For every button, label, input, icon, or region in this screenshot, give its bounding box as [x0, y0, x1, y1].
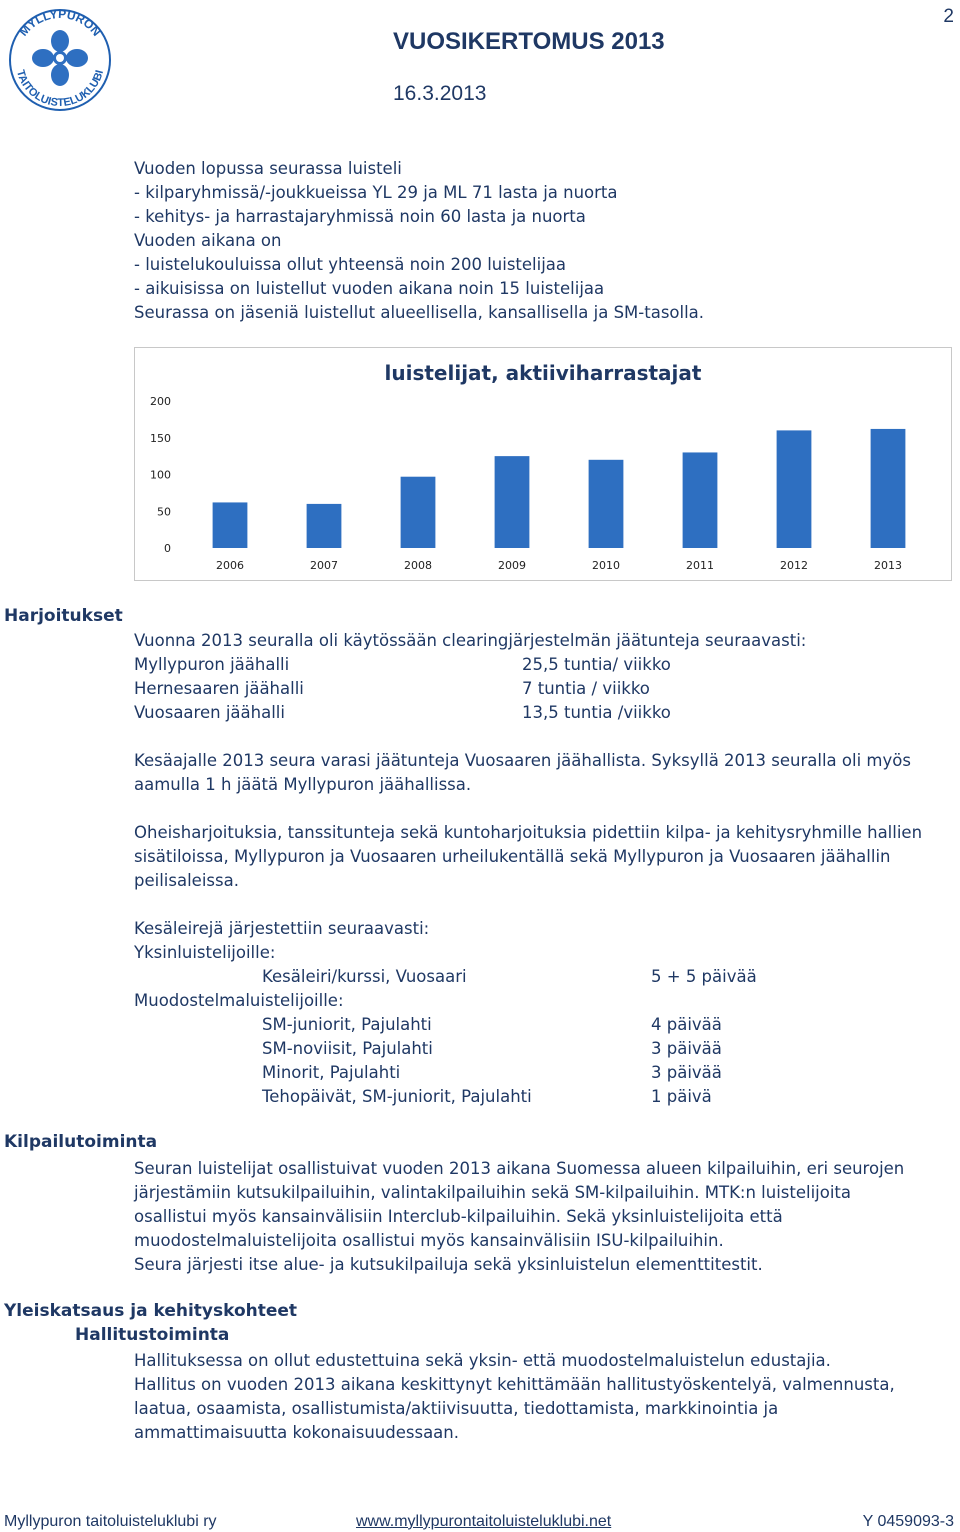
subheading-hallitustoiminta: Hallitustoiminta: [75, 1325, 230, 1345]
y-tick-label: 50: [157, 505, 171, 519]
intro-line: Vuoden lopussa seurassa luisteli: [134, 159, 402, 178]
x-tick-label: 2008: [404, 559, 432, 572]
yleiskatsaus-line: ammattimaisuutta kokonaisuudessaan.: [134, 1423, 459, 1442]
club-logo: [4, 4, 116, 112]
intro-line: - luistelukouluissa ollut yhteensä noin 200 luistelijaa: [134, 255, 567, 274]
snowflake-icon: [32, 30, 88, 86]
section-heading-yleiskatsaus: Yleiskatsaus ja kehityskohteet: [4, 1301, 298, 1321]
kilpailu-section: [134, 1157, 904, 1277]
camp-name: SM-juniorit, Pajulahti: [262, 1015, 432, 1034]
page-number: 2: [943, 6, 954, 27]
rink-name: Vuosaaren jäähalli: [134, 703, 285, 722]
document-title: VUOSIKERTOMUS 2013: [393, 28, 665, 55]
x-tick-label: 2007: [310, 559, 338, 572]
kilpailu-line: Seuran luistelijat osallistuivat vuoden 2013 aikana Suomessa alueen kilpailuihin, eri seurojen: [134, 1159, 905, 1178]
section-heading-harjoitukset: Harjoitukset: [4, 606, 123, 626]
yleiskatsaus-line: laatua, osaamista, osallistumista/aktiivisuutta, tiedottamista, markkinointia ja: [134, 1399, 779, 1418]
camp-name: Minorit, Pajulahti: [262, 1063, 401, 1082]
oheis-text: Oheisharjoituksia, tanssitunteja sekä kuntoharjoituksia pidettiin kilpa- ja kehitysryhmille hallien: [134, 823, 923, 842]
footer-business-id: Y 0459093-3: [862, 1513, 954, 1530]
camp-days: 5 + 5 päivää: [651, 967, 757, 986]
y-tick-label: 200: [150, 395, 171, 408]
bar: [683, 452, 718, 548]
rink-hours: 25,5 tuntia/ viikko: [522, 655, 671, 674]
svg-text:MYLLYPURON: MYLLYPURON: [16, 6, 104, 39]
kilpailu-line: osallistui myös kansainvälisiin Interclub-kilpailuihin. Sekä yksinluistelijoita että: [134, 1207, 783, 1226]
camp-days: 3 päivää: [651, 1063, 722, 1082]
bar: [777, 430, 812, 548]
chart-title: luistelijat, aktiiviharrastajat: [384, 361, 702, 385]
kilpailu-line: Seura järjesti itse alue- ja kutsukilpailuja sekä yksinluistelun elementtitestit.: [134, 1255, 763, 1274]
bar: [871, 429, 906, 548]
intro-line: - kehitys- ja harrastajaryhmissä noin 60 lasta ja nuorta: [134, 207, 586, 226]
x-tick-label: 2010: [592, 559, 620, 572]
x-tick-label: 2009: [498, 559, 526, 572]
bar: [307, 504, 342, 548]
bar-chart: [135, 348, 951, 580]
x-tick-label: 2012: [780, 559, 808, 572]
y-tick-label: 0: [164, 542, 171, 555]
website-link[interactable]: www.myllypurontaitoluisteluklubi.net: [356, 1513, 612, 1530]
kilpailu-line: järjestämiin kutsukilpailuihin, valintakilpailuihin sekä SM-kilpailuihin. MTK:n luistelijoita: [134, 1183, 852, 1202]
rink-hours: 7 tuntia / viikko: [522, 679, 650, 698]
camp-name: Tehopäivät, SM-juniorit, Pajulahti: [262, 1087, 532, 1106]
rink-name: Myllypuron jäähalli: [134, 655, 290, 674]
summer-text: aamulla 1 h jäätä Myllypuron jäähallissa.: [134, 775, 472, 794]
yleiskatsaus-line: Hallituksessa on ollut edustettuina sekä yksin- että muodostelmaluistelun edustajia.: [134, 1351, 831, 1370]
singles-label: Yksinluistelijoille:: [134, 943, 276, 962]
bar: [589, 460, 624, 548]
camp-days: 4 päivää: [651, 1015, 722, 1034]
intro-line: Seurassa on jäseniä luistellut alueellisella, kansallisella ja SM-tasolla.: [134, 303, 705, 322]
footer-website-link[interactable]: [356, 1513, 611, 1531]
bar: [495, 456, 530, 548]
camp-name: SM-noviisit, Pajulahti: [262, 1039, 433, 1058]
intro-line: Vuoden aikana on: [134, 231, 282, 250]
camp-days: 3 päivää: [651, 1039, 722, 1058]
synchro-label: Muodostelmaluistelijoille:: [134, 991, 344, 1010]
footer-org: Myllypuron taitoluisteluklubi ry: [4, 1513, 217, 1530]
yleiskatsaus-line: Hallitus on vuoden 2013 aikana keskittynyt kehittämään hallitustyöskentelyä, valmennusta,: [134, 1375, 895, 1394]
camp-days: 1 päivä: [651, 1087, 712, 1106]
intro-section: [134, 157, 704, 325]
chart-container: [134, 347, 952, 581]
bar: [401, 477, 436, 548]
section-heading-kilpailutoiminta: Kilpailutoiminta: [4, 1132, 158, 1152]
rink-name: Hernesaaren jäähalli: [134, 679, 304, 698]
y-tick-label: 150: [150, 431, 171, 445]
intro-line: - kilparyhmissä/-joukkueissa YL 29 ja ML 71 lasta ja nuorta: [134, 183, 618, 202]
oheis-text: peilisaleissa.: [134, 871, 239, 890]
summer-text: Kesäajalle 2013 seura varasi jäätunteja Vuosaaren jäähallista. Syksyllä 2013 seuralla oli myös: [134, 751, 911, 770]
x-tick-label: 2011: [686, 559, 714, 572]
document-date: 16.3.2013: [393, 82, 487, 105]
x-tick-label: 2006: [216, 559, 244, 572]
oheis-text: sisätiloissa, Myllypuron ja Vuosaaren urheilukentällä sekä Myllypuron ja Vuosaaren jäähallin: [134, 847, 891, 866]
y-tick-label: 100: [150, 468, 171, 482]
camps-intro: Kesäleirejä järjestettiin seuraavasti:: [134, 919, 430, 938]
harjoitukset-intro: Vuonna 2013 seuralla oli käytössään clearingjärjestelmän jäätunteja seuraavasti:: [134, 631, 807, 650]
kilpailu-line: muodostelmaluistelijoita osallistui myös kansainvälisiin ISU-kilpailuihin.: [134, 1231, 724, 1250]
rink-hours: 13,5 tuntia /viikko: [522, 703, 671, 722]
yleiskatsaus-section: [134, 1349, 895, 1445]
intro-line: - aikuisissa on luistellut vuoden aikana noin 15 luistelijaa: [134, 279, 605, 298]
svg-text:TAITOLUISTELUKLUBI: TAITOLUISTELUKLUBI: [13, 68, 106, 110]
camp-name: Kesäleiri/kurssi, Vuosaari: [262, 967, 467, 986]
bar: [213, 502, 248, 548]
x-tick-label: 2013: [874, 559, 902, 572]
